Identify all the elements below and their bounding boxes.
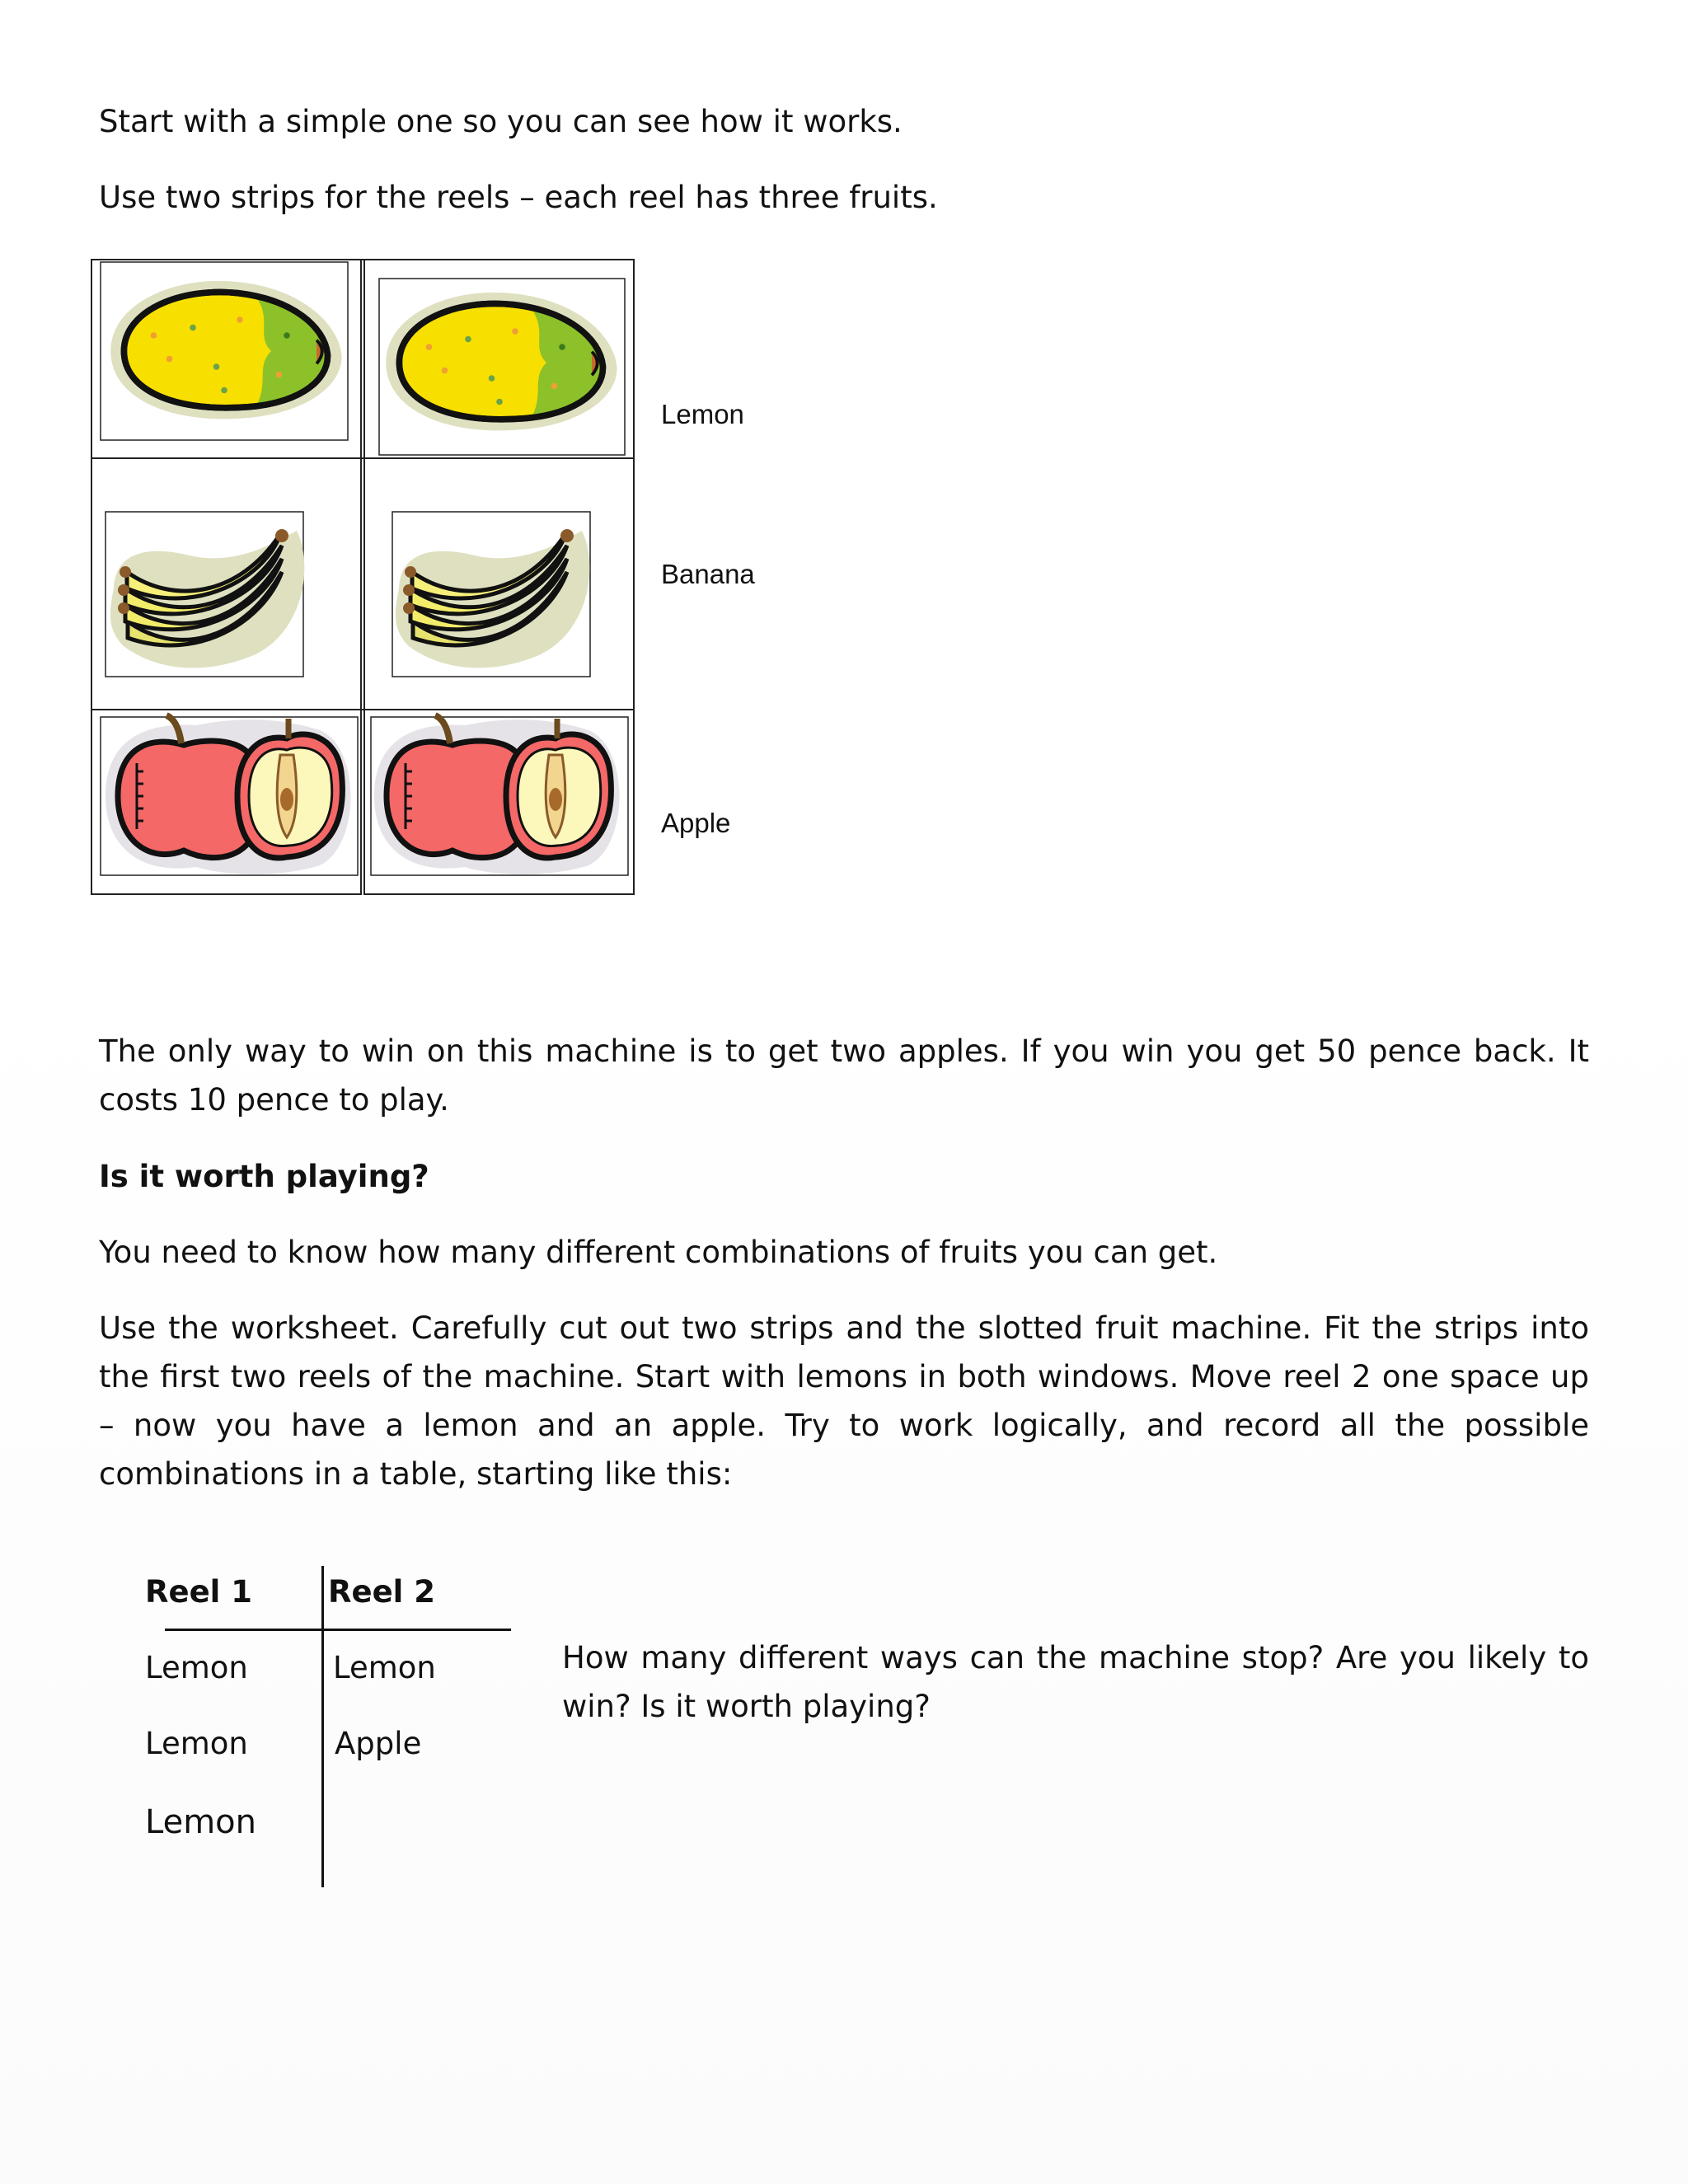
table-header-reel-1: Reel 1 xyxy=(145,1574,252,1610)
table-cell: Lemon xyxy=(145,1650,248,1685)
apple-icon xyxy=(101,715,358,875)
table-cell: Lemon xyxy=(145,1726,248,1761)
reel-label-banana: Banana xyxy=(661,559,755,589)
instructions-paragraph: Use the worksheet. Carefully cut out two strips and the slotted fruit machine. Fit the strips into the first two reels of the machine. Start with lemons in both windows. Move reel 2 one space up – now you have a lemon and an apple. Try to work logically, and record all the possible combinations in a table, starting like this: xyxy=(99,1310,1589,1492)
reel-label-apple: Apple xyxy=(661,808,731,838)
combinations-note: You need to know how many different combinations of fruits you can get. xyxy=(99,1235,1218,1270)
intro-line-2: Use two strips for the reels – each reel has three fruits. xyxy=(99,180,938,215)
table-cell: Lemon xyxy=(145,1803,256,1841)
question-heading: Is it worth playing? xyxy=(99,1159,429,1194)
reel-strips xyxy=(91,259,638,895)
win-rule-paragraph: The only way to win on this machine is to get two apples. If you win you get 50 pence back. It costs 10 pence to play. xyxy=(99,1033,1589,1118)
banana-icon xyxy=(392,512,590,677)
lemon-icon xyxy=(101,262,348,440)
reel-label-lemon: Lemon xyxy=(661,399,744,429)
lemon-icon xyxy=(379,279,625,455)
table-header-reel-2: Reel 2 xyxy=(328,1574,435,1610)
banana-icon xyxy=(106,512,304,677)
table-cell: Lemon xyxy=(333,1650,436,1685)
table-divider-horizontal xyxy=(165,1629,511,1631)
combinations-table xyxy=(132,1566,495,1887)
apple-icon xyxy=(371,715,628,875)
intro-line-1: Start with a simple one so you can see how it works. xyxy=(99,104,903,139)
table-cell: Apple xyxy=(335,1726,422,1761)
closing-question: How many different ways can the machine stop? Are you likely to win? Is it worth playing? xyxy=(562,1640,1589,1724)
table-divider-vertical xyxy=(321,1566,324,1887)
